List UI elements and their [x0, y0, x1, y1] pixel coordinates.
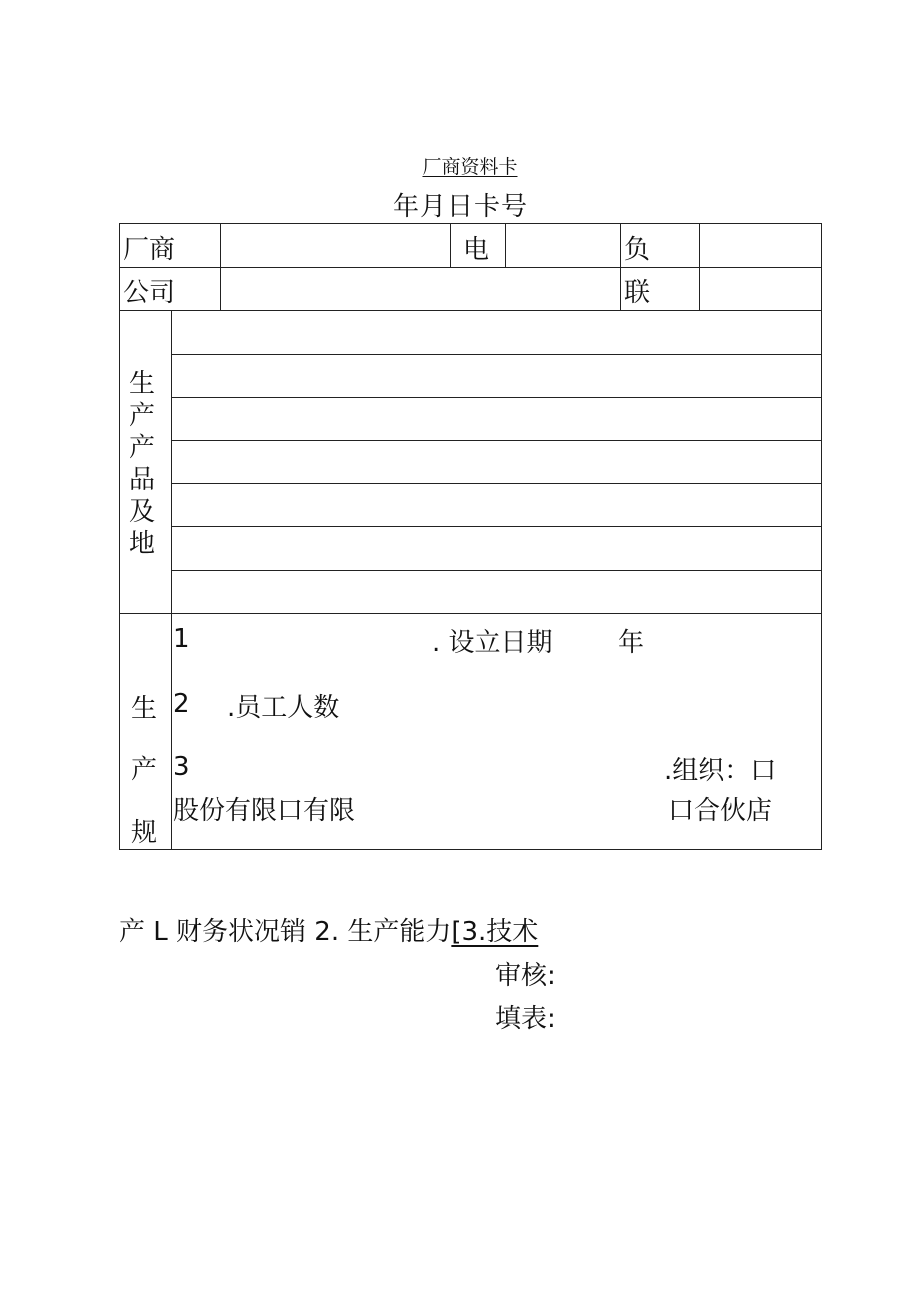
section-scale-char: 产 [131, 755, 158, 785]
table-line-p2 [171, 397, 822, 398]
footer-line-technology: [3.技术 [451, 917, 539, 947]
section-scale-char: 规 [131, 818, 158, 848]
item3-organization: .组织：口 [664, 756, 777, 786]
item1-establish-date: . 设立日期 [432, 628, 553, 658]
review-label: 审核: [495, 961, 556, 991]
table-line-p6 [171, 570, 822, 571]
item3-org-options-left: 股份有限口有限 [173, 796, 356, 826]
table-border-top [119, 223, 822, 224]
section-products-char: 生 [128, 369, 155, 399]
footer-line-prefix: 产 L 财务状况销 2. 生产能力 [119, 917, 452, 947]
label-phone: 电 [463, 235, 490, 265]
footer-line [119, 911, 538, 948]
section-products-label [124, 368, 160, 560]
table-divider-label1 [220, 223, 221, 310]
table-border-left [119, 223, 120, 850]
fill-label: 填表: [495, 1004, 556, 1034]
document-subtitle: 年月日卡号 [393, 192, 529, 222]
section-scale-char: 生 [131, 694, 158, 724]
table-line-row1 [119, 267, 822, 268]
label-responsible: 负 [624, 235, 651, 265]
section-products-char: 地 [128, 529, 155, 559]
item1-number: 1 [173, 624, 190, 654]
table-line-p3 [171, 440, 822, 441]
table-divider-phone-left [450, 223, 451, 267]
table-divider-section-label [171, 310, 172, 849]
section-products-char: 产 [128, 401, 155, 431]
table-divider-resp-left [620, 223, 621, 310]
table-border-bottom [119, 849, 822, 850]
label-vendor: 厂商 [123, 235, 176, 265]
document-title: 厂商资料卡 [422, 156, 518, 178]
table-divider-phone-right [505, 223, 506, 267]
item2-employee-count: .员工人数 [227, 693, 340, 723]
label-contact: 联 [624, 278, 651, 308]
label-company: 公司 [123, 278, 176, 308]
item1-year-unit: 年 [618, 628, 645, 658]
table-line-p4 [171, 483, 822, 484]
table-border-right [821, 223, 822, 850]
item2-number: 2 [173, 689, 190, 719]
section-products-char: 及 [128, 497, 155, 527]
table-line-p1 [171, 354, 822, 355]
table-line-row2 [119, 310, 822, 311]
table-divider-resp-right [699, 223, 700, 310]
item3-number: 3 [173, 752, 190, 782]
table-line-p5 [171, 526, 822, 527]
section-products-char: 品 [128, 465, 155, 495]
table-line-section2 [119, 613, 822, 614]
section-products-char: 产 [128, 433, 155, 463]
item3-org-options-right: 口合伙店 [668, 796, 773, 826]
